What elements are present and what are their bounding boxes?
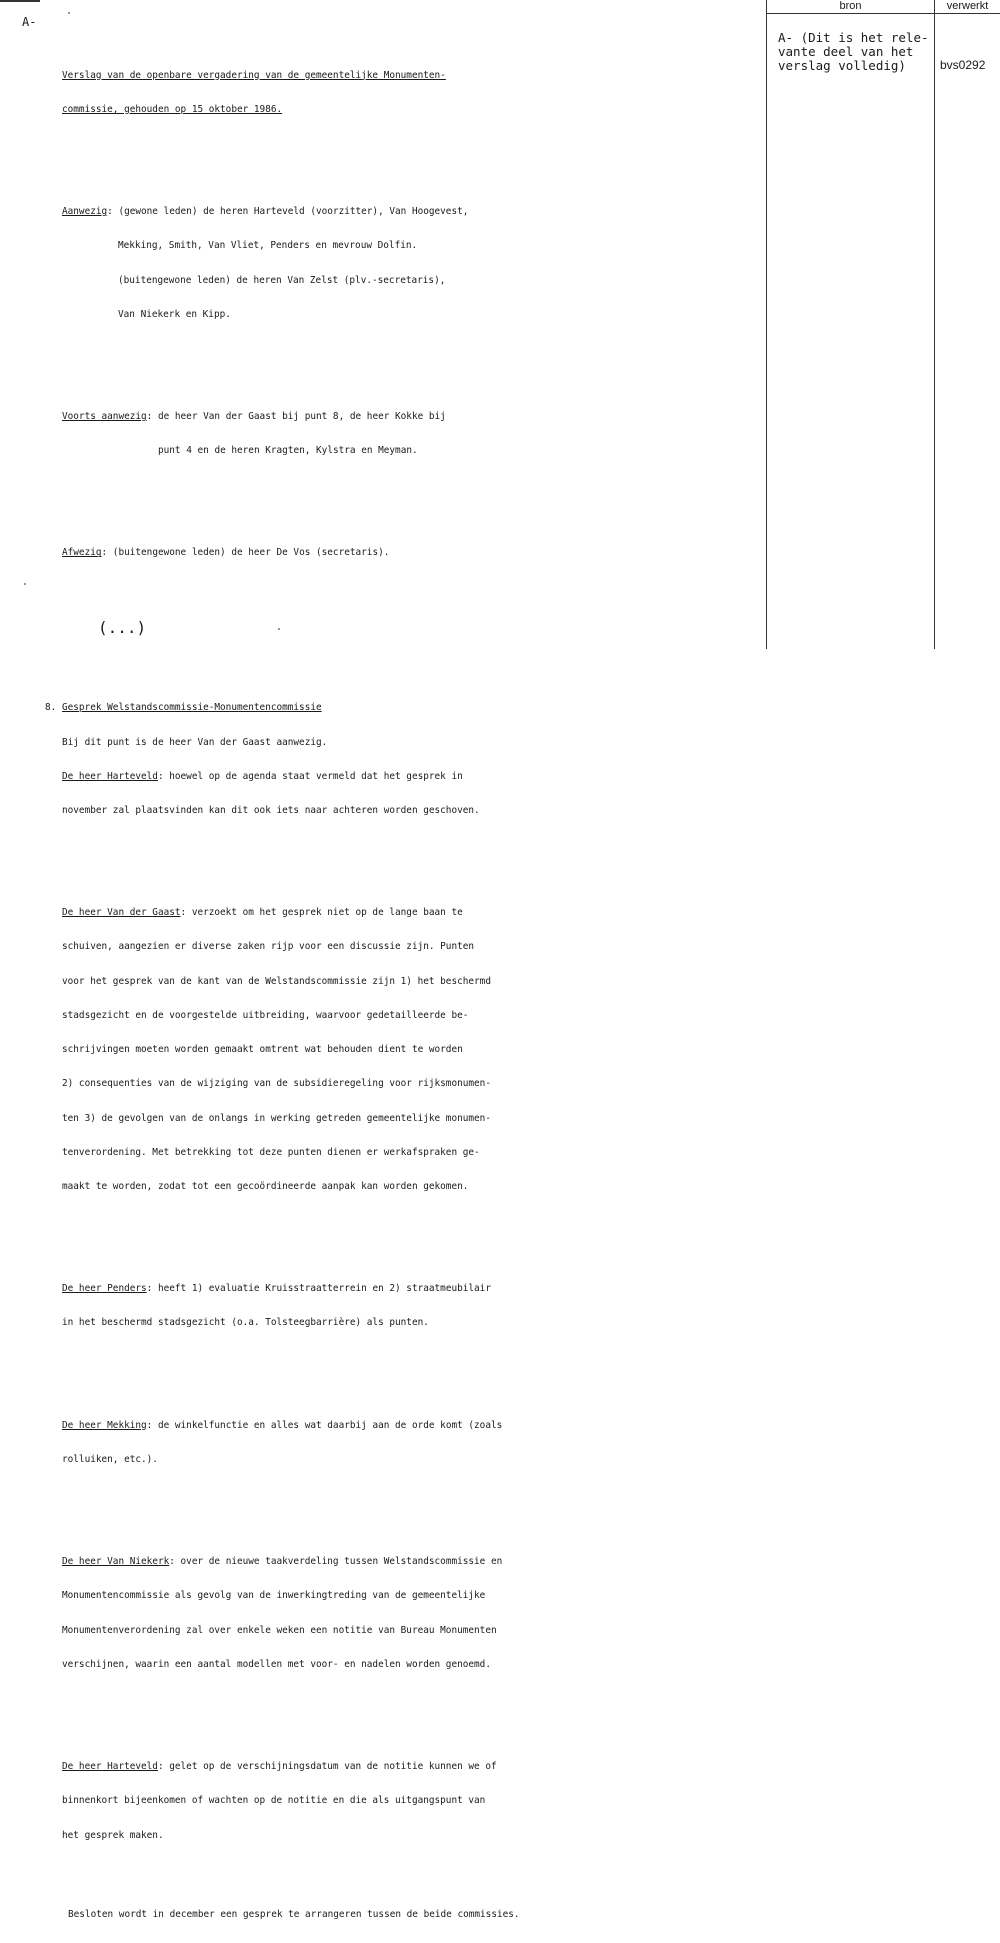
paragraph-line: binnenkort bijeenkomen of wachten op de notitie en die als uitgangspunt van — [62, 1795, 486, 1807]
title-line: commissie, gehouden op 15 oktober 1986. — [62, 103, 283, 115]
absent-line: : (buitengewone leden) de heer De Vos (secretaris). — [101, 547, 390, 559]
paragraph-line: : verzoekt om het gesprek niet op de lange baan te — [180, 907, 463, 919]
also-present-line: punt 4 en de heren Kragten, Kylstra en Meyman. — [158, 445, 418, 457]
paragraph-line: stadsgezicht en de voorgestelde uitbreiding, waarvoor gedetailleerde be- — [62, 1009, 469, 1021]
column-header-bron: bron — [839, 0, 862, 12]
absent-section — [62, 525, 752, 582]
absent-label: Afwezig — [62, 547, 102, 559]
column-divider — [766, 0, 767, 649]
speaker-name: De heer Van der Gaast — [62, 907, 181, 919]
paragraph-line: in het beschermd stadsgezicht (o.a. Tolsteegbarrière) als punten. — [62, 1317, 429, 1329]
speaker-name: De heer Mekking — [62, 1419, 147, 1431]
scan-speck — [278, 628, 280, 630]
paragraph-line: Monumentenverordening zal over enkele weken een notitie van Bureau Monumenten — [62, 1624, 497, 1636]
scan-speck — [68, 12, 70, 14]
header-rule — [766, 13, 1000, 14]
processed-code: bvs0292 — [940, 58, 986, 72]
also-present-label: Voorts aanwezig — [62, 411, 147, 422]
paragraph-line: ten 3) de gevolgen van de onlangs in werking getreden gemeentelijke monumen- — [62, 1112, 491, 1124]
paragraph-line: voor het gesprek van de kant van de Welstandscommissie zijn 1) het beschermd — [62, 975, 491, 987]
paragraph-line: 2) consequenties van de wijziging van de subsidieregeling voor rijksmonumen- — [62, 1078, 491, 1090]
present-line: (buitengewone leden) de heren Van Zelst (plv.-secretaris), — [118, 274, 446, 286]
paragraph-line: schuiven, aangezien er diverse zaken rijp voor een discussie zijn. Punten — [62, 941, 475, 953]
item-number: 8. — [45, 702, 57, 714]
column-header-verwerkt: verwerkt — [946, 0, 989, 12]
present-line: : (gewone leden) de heren Harteveld (voorzitter), Van Hoogevest, — [107, 206, 469, 218]
column-divider — [934, 0, 935, 649]
page-marker: A- — [22, 15, 37, 29]
speaker-name: De heer Harteveld — [62, 1761, 158, 1773]
paragraph-line: : gelet op de verschijningsdatum van de notitie kunnen we of — [157, 1761, 497, 1773]
top-rule — [0, 0, 40, 2]
scan-speck — [24, 583, 26, 585]
source-note: A- (Dit is het rele- vante deel van het verslag volledig) — [778, 30, 929, 73]
present-label: Aanwezig — [62, 206, 108, 218]
item-title: Gesprek Welstandscommissie-Monumentencommissie — [62, 702, 322, 714]
paragraph-van-der-gaast — [62, 884, 752, 1215]
paragraph-line: : hoewel op de agenda staat vermeld dat het gesprek in — [157, 770, 463, 782]
speaker-name: De heer Van Niekerk — [62, 1556, 170, 1568]
paragraph-harteveld-2 — [62, 1738, 752, 1863]
paragraph-line: verschijnen, waarin een aantal modellen met voor- en nadelen worden genoemd. — [62, 1658, 491, 1670]
present-line: Van Niekerk en Kipp. — [118, 308, 231, 320]
speaker-name: De heer Harteveld — [62, 770, 158, 782]
minutes-text — [45, 24, 752, 1943]
document-title — [62, 47, 752, 138]
item-intro: Bij dit punt is de heer Van der Gaast aanwezig. — [62, 736, 328, 748]
omission-ellipsis: (...) — [98, 617, 147, 637]
also-present-line: : de heer Van der Gaast bij punt 8, de heer Kokke bij — [146, 411, 446, 422]
paragraph-line: : de winkelfunctie en alles wat daarbij aan de orde komt (zoals — [146, 1419, 503, 1431]
paragraph-line: november zal plaatsvinden kan dit ook iets naar achteren worden geschoven. — [62, 805, 480, 816]
present-section — [62, 183, 752, 343]
paragraph-line: Monumentencommissie als gevolg van de inwerkingtreding van de gemeentelijke — [62, 1590, 486, 1602]
paragraph-line: : over de nieuwe taakverdeling tussen Welstandscommissie en — [169, 1556, 503, 1568]
agenda-item-8 — [45, 680, 752, 840]
also-present-section — [62, 388, 752, 479]
paragraph-line: maakt te worden, zodat tot een gecoördineerde aanpak kan worden gekomen. — [62, 1181, 469, 1192]
paragraph-line: schrijvingen moeten worden gemaakt omtrent wat behouden dient te worden — [62, 1044, 463, 1056]
paragraph-penders — [62, 1260, 752, 1351]
title-line: Verslag van de openbare vergadering van de gemeentelijke Monumenten- — [62, 69, 446, 81]
decision-line: Besloten wordt in december een gesprek te arrangeren tussen de beide commissies. — [68, 1908, 520, 1920]
paragraph-mekking — [62, 1397, 752, 1488]
paragraph-van-niekerk — [62, 1533, 752, 1693]
paragraph-line: tenverordening. Met betrekking tot deze punten dienen er werkafspraken ge- — [62, 1146, 480, 1158]
speaker-name: De heer Penders — [62, 1283, 147, 1295]
paragraph-line: het gesprek maken. — [62, 1829, 164, 1841]
present-line: Mekking, Smith, Van Vliet, Penders en mevrouw Dolfin. — [118, 240, 418, 252]
paragraph-line: rolluiken, etc.). — [62, 1453, 158, 1465]
paragraph-line: : heeft 1) evaluatie Kruisstraatterrein en 2) straatmeubilair — [146, 1283, 491, 1295]
